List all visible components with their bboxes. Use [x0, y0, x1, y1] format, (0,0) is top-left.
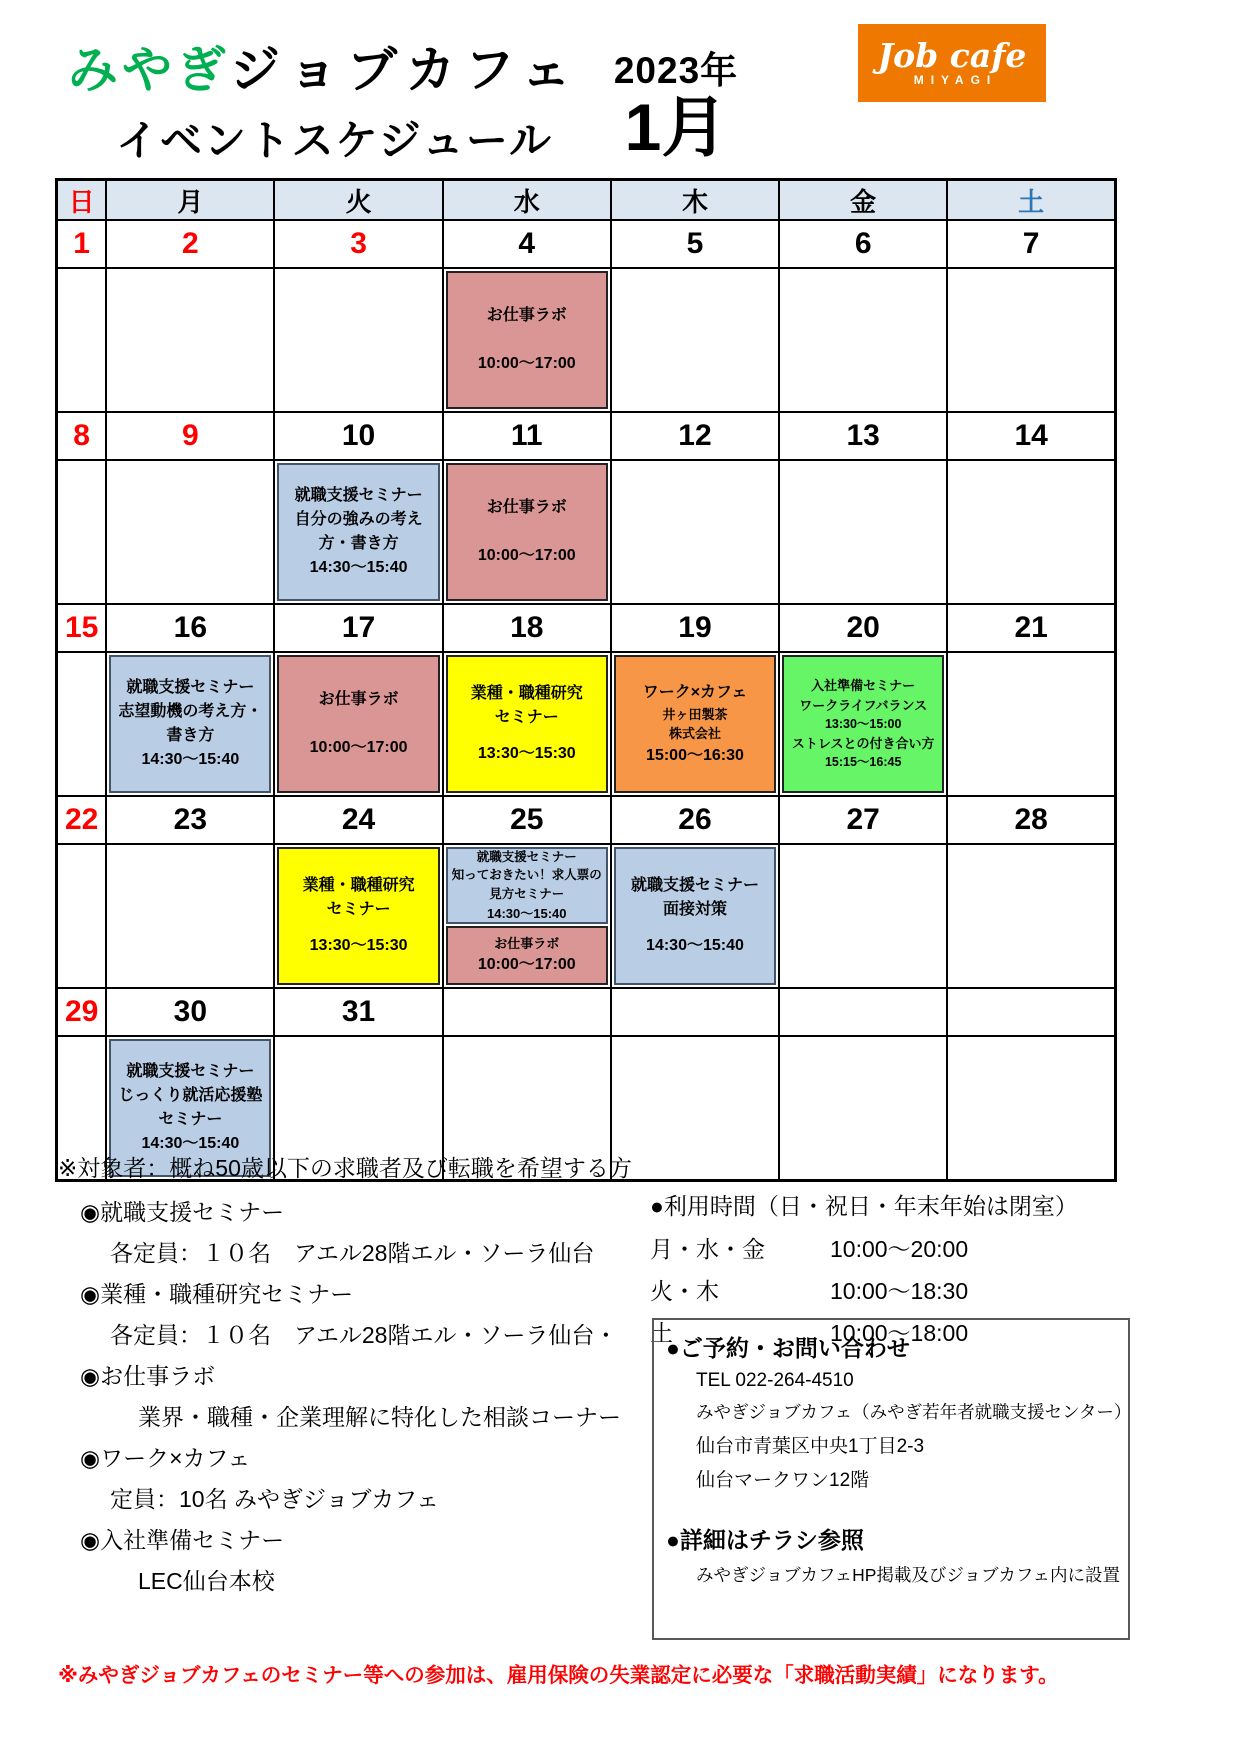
- event-stack: [277, 463, 439, 601]
- hours-days: 火・木: [650, 1278, 719, 1304]
- event-cell: [947, 1036, 1115, 1181]
- event-cell: [57, 844, 107, 988]
- legend-item-desc: LEC仙台本校: [138, 1568, 275, 1594]
- date-cell-8: 8: [57, 412, 107, 460]
- legend-item-desc: 業界・職種・企業理解に特化した相談コーナー: [138, 1404, 621, 1430]
- event-line: 10:00～17:00: [477, 547, 576, 564]
- event-box: [446, 926, 608, 985]
- hours-time: 10:00～18:30: [830, 1278, 969, 1304]
- event-cell: [611, 844, 779, 988]
- event-line: 10:00～17:00: [477, 355, 576, 372]
- event-box: [277, 463, 439, 601]
- page-subtitle: イベントスケジュール: [116, 117, 554, 164]
- date-cell-30: 30: [106, 988, 274, 1036]
- event-stack: [614, 847, 776, 985]
- event-line: 自分の強みの考え: [294, 511, 423, 528]
- date-cell-10: 10: [274, 412, 442, 460]
- date-cell-16: 16: [106, 604, 274, 652]
- date-cell-empty: [443, 988, 611, 1036]
- legend-item-title: ◉入社準備セミナー: [80, 1527, 285, 1553]
- event-stack: [446, 271, 608, 409]
- event-stack: [446, 655, 608, 793]
- legend-item-desc: 各定員：１０名 アエル28階エル・ソーラ仙台・: [110, 1322, 618, 1348]
- event-stack: [614, 463, 776, 601]
- event-line: 井ヶ田製茶: [662, 706, 728, 722]
- weekday-月: 月: [106, 180, 274, 221]
- week-4-dates: [57, 796, 1116, 844]
- event-box: [782, 655, 944, 793]
- date-cell-12: 12: [611, 412, 779, 460]
- hours-time: 10:00～18:00: [830, 1320, 969, 1346]
- hours-days: 月・水・金: [650, 1236, 765, 1262]
- event-box: [446, 463, 608, 601]
- event-line: じっくり就活応援塾: [118, 1087, 263, 1104]
- event-cell: [443, 652, 611, 796]
- event-stack: [446, 463, 608, 601]
- event-line: お仕事ラボ: [494, 935, 560, 951]
- date-cell-4: 4: [443, 220, 611, 268]
- event-stack: [60, 847, 103, 985]
- date-cell-7: 7: [947, 220, 1115, 268]
- event-line: 志望動機の考え方・: [118, 703, 263, 720]
- event-stack: [950, 463, 1112, 601]
- event-stack: [109, 271, 271, 409]
- event-stack: [277, 655, 439, 793]
- event-cell: [106, 460, 274, 604]
- event-cell: [443, 844, 611, 988]
- event-line: 書き方: [166, 727, 215, 744]
- hours-row: [650, 1231, 1078, 1264]
- week-1-events: [57, 268, 1116, 412]
- event-cell: [947, 652, 1115, 796]
- event-stack: [950, 1039, 1112, 1177]
- event-line: ストレスとの付き合い方: [791, 735, 935, 751]
- legend-list: [80, 1186, 621, 1596]
- event-box: [446, 655, 608, 793]
- week-3-events: [57, 652, 1116, 796]
- event-line: 株式会社: [668, 726, 721, 741]
- event-stack: [60, 655, 103, 793]
- event-line: お仕事ラボ: [486, 499, 567, 516]
- event-line: 14:30～15:40: [646, 937, 744, 954]
- date-cell-empty: [611, 988, 779, 1036]
- event-line: セミナー: [158, 1111, 223, 1128]
- event-box: [446, 847, 608, 924]
- event-cell: [779, 652, 947, 796]
- date-cell-2: 2: [106, 220, 274, 268]
- event-line: 知っておきたい！求人票の: [451, 868, 602, 883]
- date-cell-empty: [779, 988, 947, 1036]
- event-box: [277, 655, 439, 793]
- event-line: 方・書き方: [318, 535, 399, 552]
- event-cell: [106, 268, 274, 412]
- event-stack: [950, 655, 1112, 793]
- contact-lines: [666, 1399, 1132, 1492]
- date-cell-26: 26: [611, 796, 779, 844]
- event-box: [446, 271, 608, 409]
- detail-line: みやぎジョブカフェHP掲載及びジョブカフェ内に設置: [696, 1565, 1121, 1585]
- event-stack: [109, 847, 271, 985]
- page-title: [68, 30, 580, 102]
- legend-item-desc: 定員：10名 みやぎジョブカフェ: [110, 1486, 440, 1512]
- event-line: 14:30～15:40: [487, 905, 567, 921]
- date-cell-19: 19: [611, 604, 779, 652]
- weekday-日: 日: [57, 180, 107, 221]
- legend-item-title: ◉就職支援セミナー: [80, 1199, 285, 1225]
- event-line: 10:00～17:00: [477, 956, 576, 974]
- event-cell: [611, 1036, 779, 1181]
- date-cell-27: 27: [779, 796, 947, 844]
- event-line: 13:30～15:00: [824, 717, 902, 731]
- contact-box: [652, 1318, 1130, 1640]
- event-stack: [950, 847, 1112, 985]
- weekday-金: 金: [779, 180, 947, 221]
- event-stack: [60, 463, 103, 601]
- contact-line: 仙台マークワン12階: [696, 1470, 870, 1491]
- red-footnote: ※みやぎジョブカフェのセミナー等への参加は、雇用保険の失業認定に必要な「求職活動実績」になります。: [58, 1664, 1059, 1687]
- date-cell-6: 6: [779, 220, 947, 268]
- month-block: [596, 40, 756, 164]
- event-line: 就職支援セミナー: [126, 679, 255, 696]
- event-cell: [274, 268, 442, 412]
- event-line: セミナー: [494, 709, 559, 726]
- event-line: 14:30～15:40: [141, 751, 240, 768]
- week-1-dates: [57, 220, 1116, 268]
- date-cell-17: 17: [274, 604, 442, 652]
- hours-title: ●利用時間（日・祝日・年末年始は閉室）: [650, 1193, 1078, 1219]
- event-line: 14:30～15:40: [309, 559, 408, 576]
- event-cell: [57, 652, 107, 796]
- event-cell: [106, 844, 274, 988]
- event-stack: [782, 1039, 944, 1177]
- event-cell: [443, 268, 611, 412]
- contact-line: 仙台市青葉区中央1丁目2-3: [696, 1436, 925, 1457]
- event-line: 14:30～15:40: [141, 1135, 240, 1152]
- event-line: 就職支援セミナー: [294, 487, 423, 504]
- weekday-水: 水: [443, 180, 611, 221]
- title-miyagi: みやぎ: [68, 42, 230, 98]
- event-stack: [782, 655, 944, 793]
- year-label: 2023年: [613, 50, 739, 91]
- date-cell-21: 21: [947, 604, 1115, 652]
- week-3-dates: [57, 604, 1116, 652]
- event-line: 入社準備セミナー: [811, 678, 916, 693]
- title-jobcafe: ジョブカフェ: [230, 42, 580, 98]
- weekday-火: 火: [274, 180, 442, 221]
- event-stack: [950, 271, 1112, 409]
- hours-row: [650, 1273, 1078, 1306]
- date-cell-empty: [947, 988, 1115, 1036]
- event-box: [109, 655, 271, 793]
- hours-days: 土: [650, 1320, 673, 1346]
- hours-time: 10:00～20:00: [830, 1236, 969, 1262]
- date-cell-20: 20: [779, 604, 947, 652]
- event-stack: [109, 655, 271, 793]
- event-line: 面接対策: [662, 901, 727, 918]
- week-2-events: [57, 460, 1116, 604]
- event-line: 13:30～15:30: [477, 745, 576, 762]
- logo-miyagi-label: MIYAGI: [913, 73, 998, 88]
- event-cell: [274, 844, 442, 988]
- legend-item-desc: 各定員：１０名 アエル28階エル・ソーラ仙台: [110, 1240, 595, 1266]
- jobcafe-logo: [858, 24, 1046, 102]
- event-cell: [443, 460, 611, 604]
- event-line: ワークライフバランス: [799, 697, 928, 713]
- event-line: 見方セミナー: [489, 887, 565, 902]
- date-cell-18: 18: [443, 604, 611, 652]
- week-4-events: [57, 844, 1116, 988]
- event-line: 就職支援セミナー: [126, 1063, 255, 1080]
- date-cell-3: 3: [274, 220, 442, 268]
- date-cell-13: 13: [779, 412, 947, 460]
- date-cell-22: 22: [57, 796, 107, 844]
- date-cell-31: 31: [274, 988, 442, 1036]
- event-cell: [947, 460, 1115, 604]
- event-stack: [614, 1039, 776, 1177]
- event-cell: [947, 844, 1115, 988]
- event-box: [614, 847, 776, 985]
- date-cell-29: 29: [57, 988, 107, 1036]
- week-2-dates: [57, 412, 1116, 460]
- event-cell: [611, 268, 779, 412]
- event-cell: [57, 268, 107, 412]
- date-cell-23: 23: [106, 796, 274, 844]
- event-stack: [60, 271, 103, 409]
- contact-line: みやぎジョブカフェ（みやぎ若年者就職支援センター）: [696, 1402, 1132, 1422]
- event-stack: [782, 463, 944, 601]
- event-stack: [614, 271, 776, 409]
- month-label: 1月: [624, 90, 728, 164]
- legend-item-title: ◉業種・職種研究セミナー: [80, 1281, 354, 1307]
- legend-item-title: ◉ワーク×カフェ: [80, 1445, 251, 1471]
- calendar-body: [57, 220, 1116, 1181]
- event-cell: [274, 460, 442, 604]
- weekday-土: 土: [947, 180, 1115, 221]
- event-cell: [611, 652, 779, 796]
- event-line: セミナー: [326, 901, 391, 918]
- event-stack: [109, 463, 271, 601]
- title-block: [68, 30, 580, 168]
- contact-tel: TEL 022-264-4510: [696, 1370, 854, 1391]
- calendar-table: [55, 178, 1117, 1182]
- event-line: 10:00～17:00: [309, 739, 408, 756]
- event-line: 就職支援セミナー: [630, 877, 759, 894]
- event-cell: [779, 460, 947, 604]
- event-line: 13:30～15:30: [309, 937, 408, 954]
- event-stack: [614, 655, 776, 793]
- date-cell-9: 9: [106, 412, 274, 460]
- event-line: ワーク×カフェ: [642, 683, 748, 701]
- event-cell: [947, 268, 1115, 412]
- date-cell-5: 5: [611, 220, 779, 268]
- event-line: お仕事ラボ: [486, 307, 567, 324]
- event-stack: [446, 847, 608, 985]
- legend-item-title: ◉お仕事ラボ: [80, 1363, 216, 1389]
- target-note: ※対象者：概ね50歳以下の求職者及び転職を希望する方: [58, 1155, 632, 1181]
- event-cell: [57, 460, 107, 604]
- event-line: 15:00～16:30: [646, 746, 744, 764]
- logo-wordmark: Job cafe: [877, 35, 1027, 75]
- weekday-row: [57, 180, 1116, 221]
- event-cell: [106, 652, 274, 796]
- weekday-木: 木: [611, 180, 779, 221]
- event-line: 業種・職種研究: [470, 685, 583, 702]
- event-box: [614, 655, 776, 793]
- date-cell-24: 24: [274, 796, 442, 844]
- date-cell-25: 25: [443, 796, 611, 844]
- event-line: 就職支援セミナー: [476, 849, 577, 864]
- event-cell: [779, 268, 947, 412]
- event-stack: [782, 271, 944, 409]
- event-box: [277, 847, 439, 985]
- event-line: お仕事ラボ: [318, 691, 399, 708]
- contact-title: ●ご予約・お問い合わせ: [666, 1335, 910, 1361]
- detail-title: ●詳細はチラシ参照: [666, 1527, 864, 1553]
- date-cell-15: 15: [57, 604, 107, 652]
- event-stack: [782, 847, 944, 985]
- event-stack: [277, 271, 439, 409]
- event-stack: [277, 847, 439, 985]
- event-line: 15:15～16:45: [824, 755, 902, 770]
- event-cell: [779, 1036, 947, 1181]
- date-cell-28: 28: [947, 796, 1115, 844]
- event-line: 業種・職種研究: [302, 877, 415, 894]
- date-cell-14: 14: [947, 412, 1115, 460]
- date-cell-1: 1: [57, 220, 107, 268]
- event-cell: [779, 844, 947, 988]
- event-cell: [611, 460, 779, 604]
- week-5-dates: [57, 988, 1116, 1036]
- event-cell: [274, 652, 442, 796]
- date-cell-11: 11: [443, 412, 611, 460]
